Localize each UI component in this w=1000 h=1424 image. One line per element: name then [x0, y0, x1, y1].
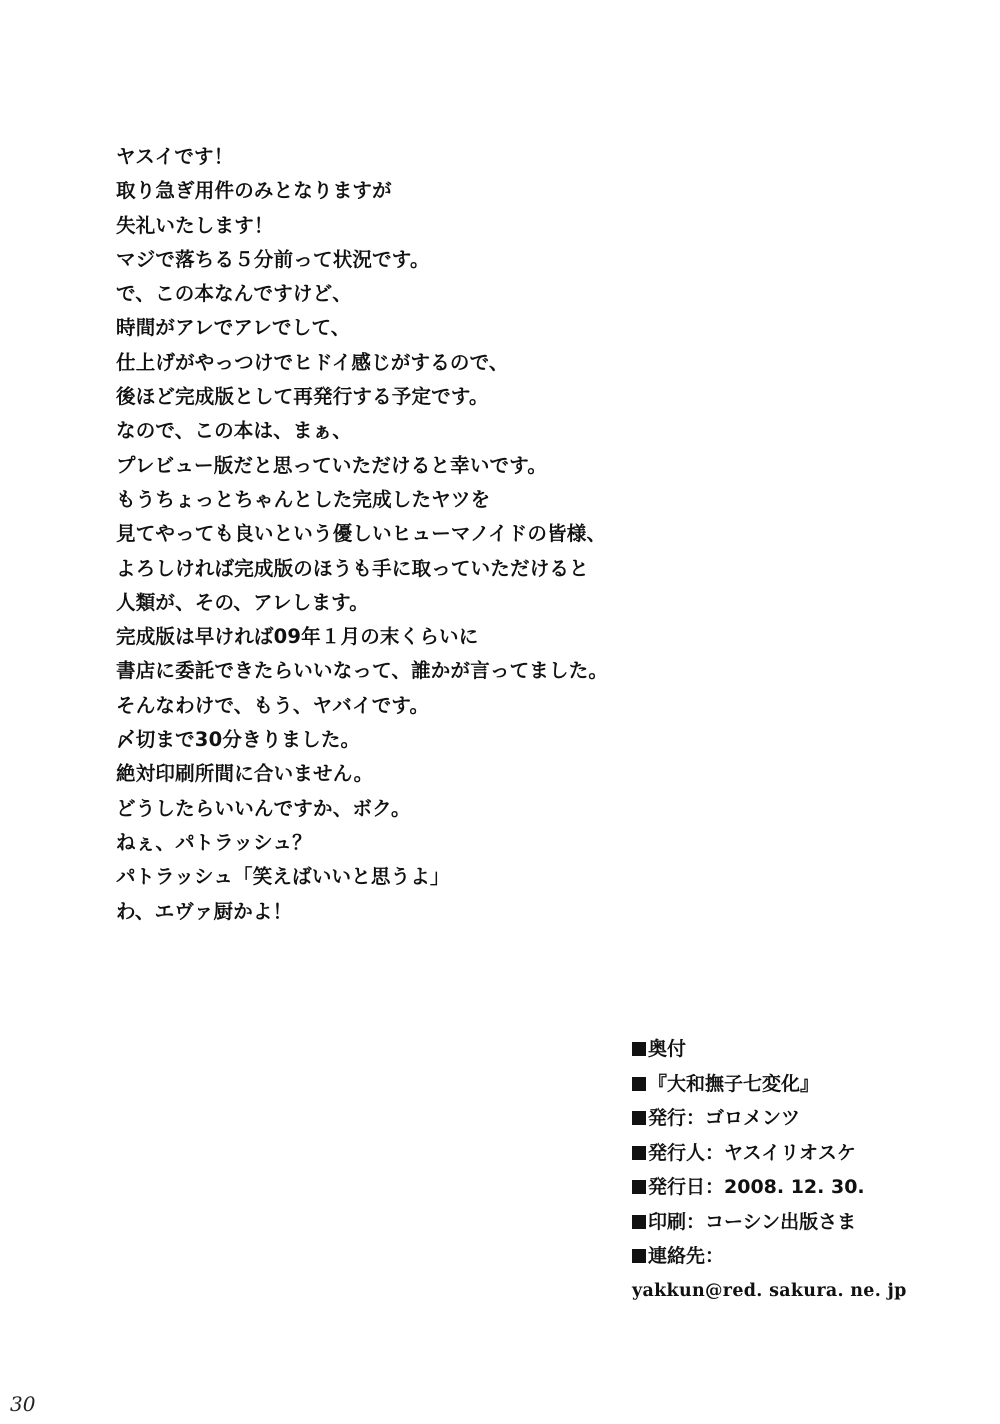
- message-line: 絶対印刷所間に合いません。: [116, 762, 374, 786]
- message-line: 取り急ぎ用件のみとなりますが: [116, 179, 392, 203]
- message-line: ヤスイです！: [116, 145, 234, 168]
- colophon-title: [632, 1067, 972, 1102]
- colophon-heading: [632, 1032, 972, 1067]
- colophon-publisher-text: 発行：ゴロメンツ: [648, 1107, 801, 1129]
- message-line: 人類が、その、アレします。: [116, 590, 369, 614]
- colophon-contact: [632, 1239, 972, 1274]
- message-line: よろしければ完成版のほうも手に取っていただけると: [116, 556, 589, 580]
- black-square-icon: [632, 1180, 646, 1194]
- contact-email: yakkun@red. sakura. ne. jp: [632, 1280, 907, 1301]
- message-line: 完成版は早ければ09年１月の末くらいに: [116, 625, 479, 649]
- colophon-printer: [632, 1205, 972, 1240]
- colophon-printer-text: 印刷：コーシン出版さま: [648, 1210, 857, 1233]
- black-square-icon: [632, 1111, 646, 1125]
- message-line: どうしたらいいんですか、ボク。: [116, 796, 411, 820]
- colophon: [632, 1032, 972, 1308]
- message-line: 後ほど完成版として再発行する予定です。: [116, 385, 489, 409]
- message-line: パトラッシュ「笑えばいいと思うよ」: [116, 865, 450, 889]
- colophon-issuer-text: 発行人：ヤスイリオスケ: [648, 1141, 856, 1164]
- message-line: もうちょっとちゃんとした完成したヤツを: [116, 487, 491, 511]
- black-square-icon: [632, 1077, 646, 1091]
- message-line: で、この本なんですけど、: [116, 282, 353, 306]
- colophon-date-text: 発行日：2008. 12. 30.: [648, 1176, 865, 1198]
- colophon-issuer: [632, 1136, 972, 1171]
- black-square-icon: [632, 1215, 646, 1229]
- black-square-icon: [632, 1146, 646, 1160]
- message-line: わ、エヴァ厨かよ！: [116, 899, 293, 923]
- message-line: そんなわけで、もう、ヤバイです。: [116, 693, 430, 717]
- message-line: 失礼いたします！: [116, 213, 274, 237]
- message-line: ねぇ、パトラッシュ？: [116, 830, 312, 854]
- message-line: 時間がアレでアレでして、: [116, 316, 351, 340]
- message-line: なので、この本は、まぁ、: [116, 419, 353, 443]
- message-line: マジで落ちる５分前って状況です。: [116, 247, 430, 271]
- colophon-contact-label: 連絡先：: [648, 1245, 725, 1267]
- colophon-heading-text: 奥付: [648, 1038, 687, 1060]
- message-line: 書店に委託できたらいいなって、誰かが言ってました。: [116, 659, 609, 683]
- colophon-publisher: [632, 1101, 972, 1136]
- page-number: 30: [10, 1392, 36, 1416]
- message-line: 〆切まで30分きりました。: [116, 728, 361, 752]
- black-square-icon: [632, 1042, 646, 1056]
- colophon-date: [632, 1170, 972, 1205]
- black-square-icon: [632, 1249, 646, 1263]
- message-line: プレビュー版だと思っていただけると幸いです。: [116, 453, 548, 477]
- colophon-title-text: 『大和撫子七変化』: [648, 1072, 820, 1095]
- message-line: 見てやっても良いという優しいヒューマノイドの皆様、: [116, 522, 607, 546]
- afterword-message: [116, 140, 716, 929]
- message-line: 仕上げがやっつけでヒドイ感じがするので、: [116, 350, 509, 374]
